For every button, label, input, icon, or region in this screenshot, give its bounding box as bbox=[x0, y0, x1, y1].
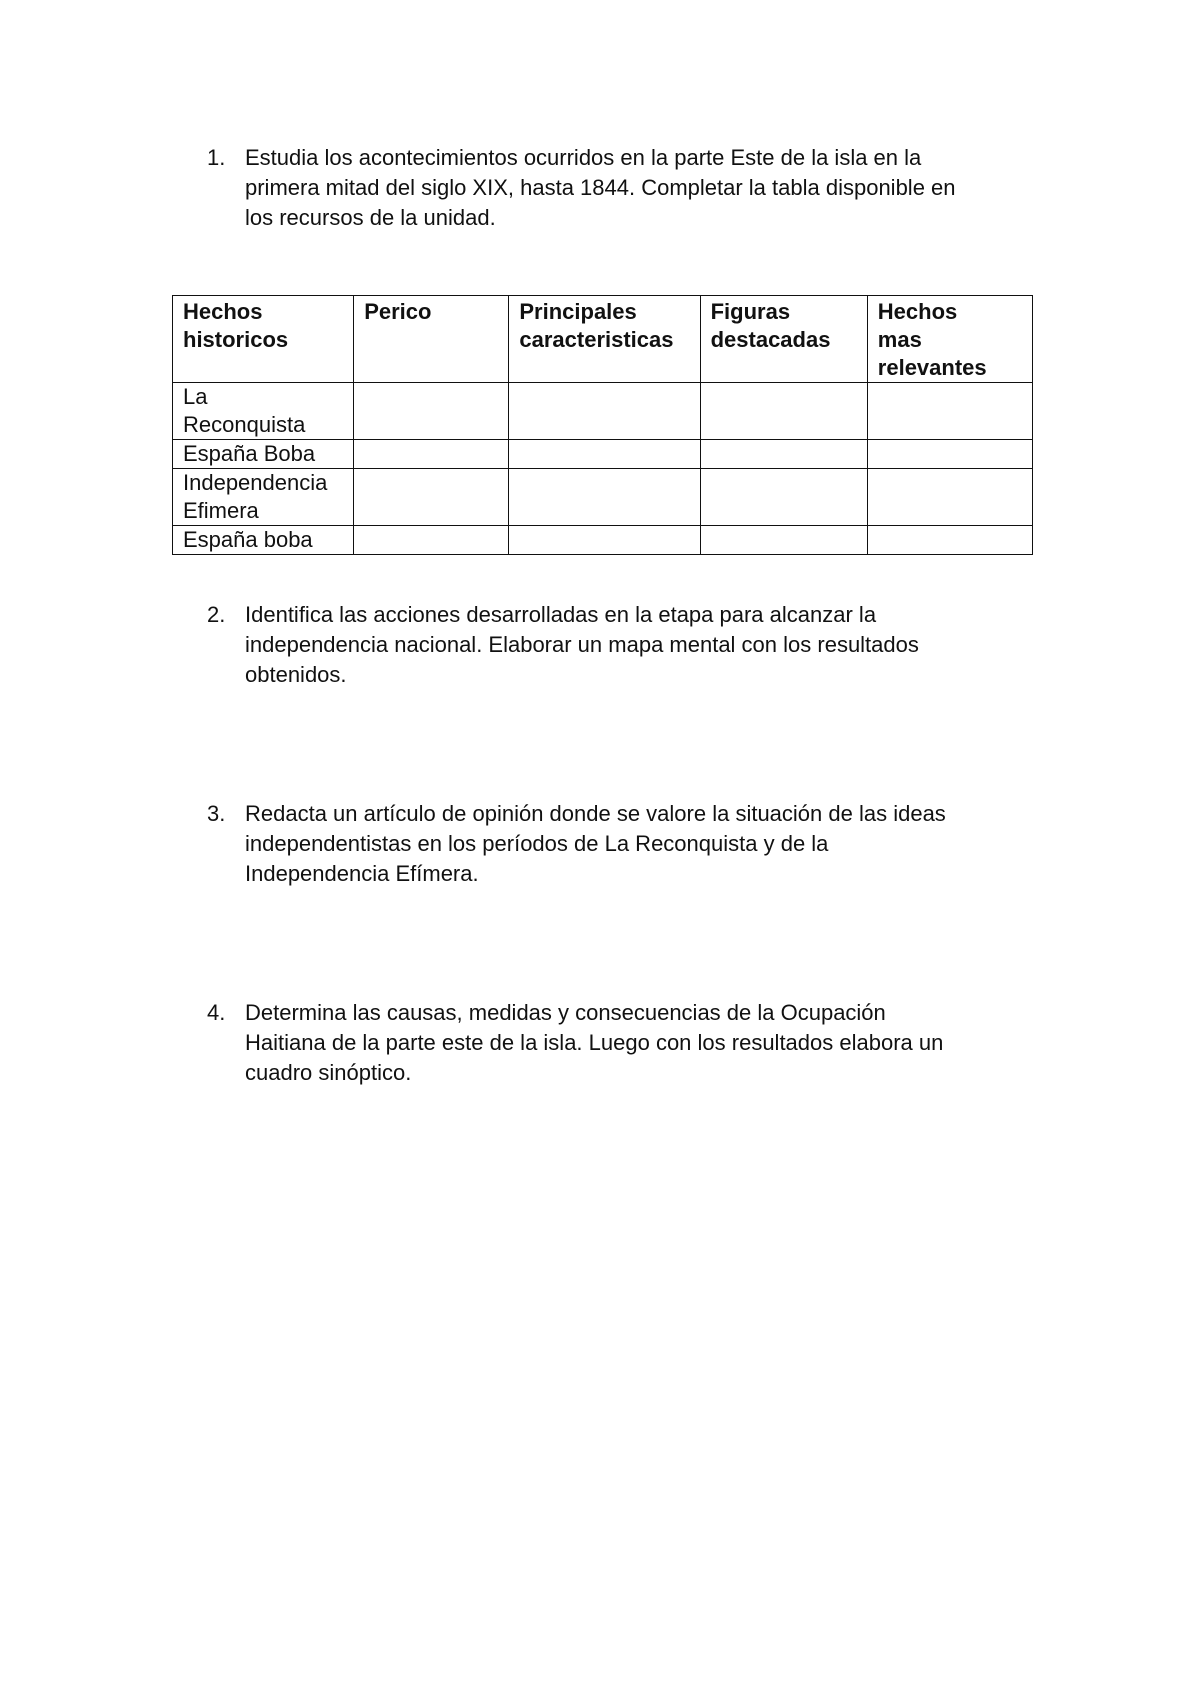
question-3-text bbox=[245, 799, 1045, 889]
question-1-line: Estudia los acontecimientos ocurridos en la parte Este de la isla en la bbox=[245, 145, 922, 170]
empty-cell[interactable] bbox=[354, 440, 509, 469]
header-text: historicos bbox=[183, 327, 289, 352]
empty-cell[interactable] bbox=[867, 526, 1032, 555]
question-3-line: independentistas en los períodos de La Reconquista y de la bbox=[245, 831, 829, 856]
header-text: Hechos bbox=[877, 299, 958, 324]
question-2-line: Identifica las acciones desarrolladas en la etapa para alcanzar la bbox=[245, 602, 877, 627]
empty-cell[interactable] bbox=[354, 383, 509, 440]
empty-cell[interactable] bbox=[509, 526, 700, 555]
question-1-number: 1. bbox=[207, 145, 226, 170]
header-text: Hechos bbox=[183, 299, 263, 324]
empty-cell[interactable] bbox=[867, 440, 1032, 469]
empty-cell[interactable] bbox=[354, 526, 509, 555]
row-label-cell bbox=[173, 526, 354, 555]
question-1-line: los recursos de la unidad. bbox=[245, 205, 496, 230]
empty-cell[interactable] bbox=[700, 469, 867, 526]
header-text: Perico bbox=[364, 299, 432, 324]
question-2-line: independencia nacional. Elaborar un mapa mental con los resultados bbox=[245, 632, 919, 657]
historical-events-table bbox=[172, 295, 1033, 555]
question-3-line: Independencia Efímera. bbox=[245, 861, 479, 886]
empty-cell[interactable] bbox=[509, 440, 700, 469]
row-label-text: España Boba bbox=[183, 441, 316, 466]
empty-cell[interactable] bbox=[700, 440, 867, 469]
table-header-row bbox=[173, 296, 1033, 383]
header-figuras-destacadas bbox=[700, 296, 867, 383]
row-label-cell bbox=[173, 440, 354, 469]
row-label-cell bbox=[173, 383, 354, 440]
table-row bbox=[173, 526, 1033, 555]
question-2-line: obtenidos. bbox=[245, 662, 347, 687]
empty-cell[interactable] bbox=[354, 469, 509, 526]
question-2-text bbox=[245, 600, 1045, 690]
question-4-number: 4. bbox=[207, 1000, 226, 1025]
empty-cell[interactable] bbox=[509, 383, 700, 440]
row-label-cell bbox=[173, 469, 354, 526]
question-4-line: Haitiana de la parte este de la isla. Luego con los resultados elabora un bbox=[245, 1030, 944, 1055]
question-2-number: 2. bbox=[207, 602, 226, 627]
question-4-line: Determina las causas, medidas y consecuencias de la Ocupación bbox=[245, 1000, 886, 1025]
row-label-text: España boba bbox=[183, 527, 313, 552]
header-text: Principales bbox=[519, 299, 637, 324]
header-text: mas bbox=[877, 327, 922, 352]
table-row bbox=[173, 440, 1033, 469]
question-3-number: 3. bbox=[207, 801, 226, 826]
row-label-text: Reconquista bbox=[183, 412, 306, 437]
question-4-line: cuadro sinóptico. bbox=[245, 1060, 412, 1085]
row-label-text: La bbox=[183, 384, 208, 409]
question-3-line: Redacta un artículo de opinión donde se valore la situación de las ideas bbox=[245, 801, 946, 826]
header-text: destacadas bbox=[710, 327, 831, 352]
row-label-text: Efimera bbox=[183, 498, 259, 523]
header-principales-caracteristicas bbox=[509, 296, 700, 383]
empty-cell[interactable] bbox=[867, 383, 1032, 440]
empty-cell[interactable] bbox=[700, 526, 867, 555]
empty-cell[interactable] bbox=[509, 469, 700, 526]
header-text: caracteristicas bbox=[519, 327, 674, 352]
header-hechos-historicos bbox=[173, 296, 354, 383]
question-1-text bbox=[245, 143, 1045, 233]
question-4-text bbox=[245, 998, 1045, 1088]
header-text: Figuras bbox=[710, 299, 791, 324]
empty-cell[interactable] bbox=[867, 469, 1032, 526]
header-hechos-mas-relevantes bbox=[867, 296, 1032, 383]
empty-cell[interactable] bbox=[700, 383, 867, 440]
table-row bbox=[173, 469, 1033, 526]
header-perico bbox=[354, 296, 509, 383]
question-1-line: primera mitad del siglo XIX, hasta 1844. Completar la tabla disponible en bbox=[245, 175, 956, 200]
row-label-text: Independencia bbox=[183, 470, 328, 495]
header-text: relevantes bbox=[877, 355, 987, 380]
table-row bbox=[173, 383, 1033, 440]
